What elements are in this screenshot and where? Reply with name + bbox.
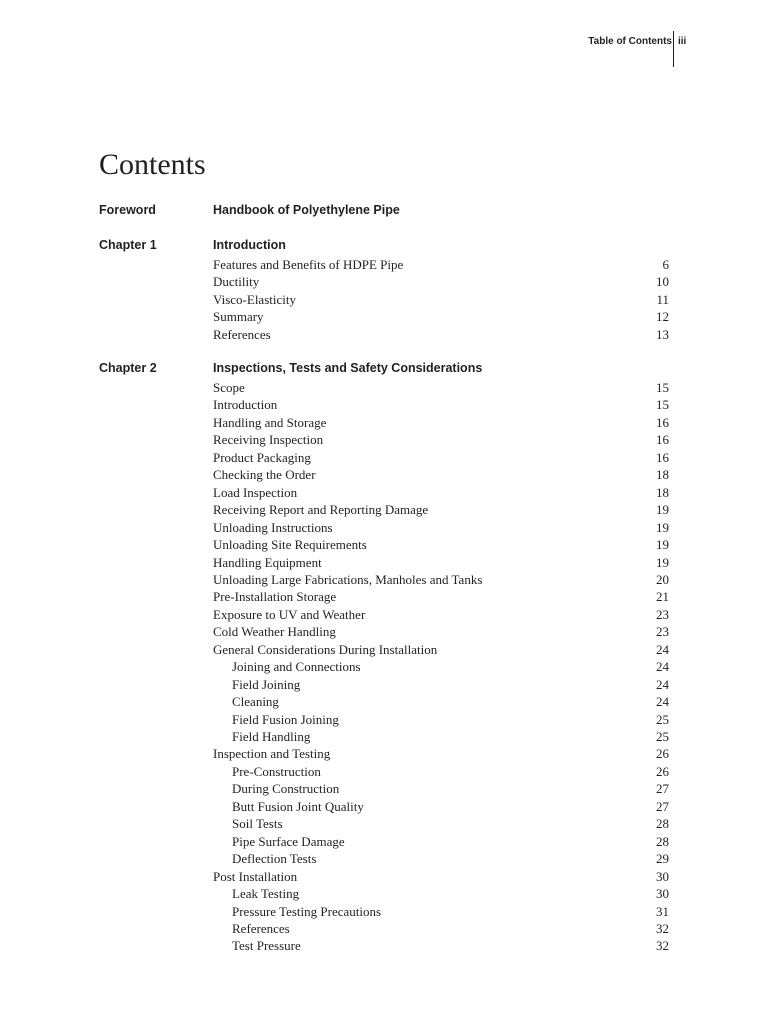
toc-entry bbox=[213, 676, 669, 694]
chapter-title: Inspections, Tests and Safety Considerations bbox=[213, 361, 483, 375]
toc-entry-page-number: 15 bbox=[656, 380, 669, 395]
toc-entry bbox=[213, 693, 669, 711]
toc-entry bbox=[213, 623, 669, 641]
toc-entry-title: Exposure to UV and Weather bbox=[213, 606, 366, 622]
toc-entry bbox=[213, 798, 669, 816]
toc-entry-title: Pipe Surface Damage bbox=[232, 833, 345, 849]
toc-entry-page-number: 30 bbox=[656, 886, 669, 902]
chapter-title: Handbook of Polyethylene Pipe bbox=[213, 203, 400, 217]
toc-entry-title: Receiving Report and Reporting Damage bbox=[213, 502, 429, 518]
toc-entry-page-number: 24 bbox=[656, 641, 669, 657]
toc-entry-title: During Construction bbox=[232, 781, 340, 797]
toc-entry-page-number: 24 bbox=[656, 694, 669, 710]
toc-entry-page-number: 28 bbox=[656, 833, 669, 849]
toc-entry bbox=[213, 466, 669, 484]
toc-entry-page-number: 19 bbox=[656, 537, 669, 553]
toc-entry bbox=[213, 885, 669, 903]
header-rule bbox=[673, 31, 674, 67]
toc-entry-page-number: 12 bbox=[656, 309, 669, 325]
toc-entry bbox=[213, 903, 669, 921]
toc-entry-title: Visco-Elasticity bbox=[213, 291, 296, 307]
toc-entry-page-number: 23 bbox=[656, 624, 669, 640]
toc-entry-title: Deflection Tests bbox=[232, 851, 317, 867]
toc-entry-page-number: 19 bbox=[656, 554, 669, 570]
toc-entry bbox=[213, 920, 669, 938]
toc-entry-page-number: 6 bbox=[662, 257, 669, 272]
running-head-title: Table of Contents bbox=[588, 36, 672, 47]
toc-entry bbox=[213, 763, 669, 781]
toc-entry-page-number: 18 bbox=[656, 484, 669, 500]
toc-entry-title: Introduction bbox=[213, 397, 278, 413]
toc-entry-title: Pressure Testing Precautions bbox=[232, 903, 382, 919]
toc-entry bbox=[213, 414, 669, 432]
toc-entry-page-number: 27 bbox=[656, 781, 669, 797]
toc-entry bbox=[213, 536, 669, 554]
toc-entry bbox=[213, 850, 669, 868]
toc-entry bbox=[213, 519, 669, 537]
chapter-title: Introduction bbox=[213, 238, 286, 252]
toc-entry-title: Ductility bbox=[213, 274, 260, 290]
toc-entry-title: Summary bbox=[213, 309, 264, 325]
running-head-page-number: iii bbox=[678, 36, 687, 47]
toc-entry-title: Scope bbox=[213, 380, 245, 395]
toc-entry-title: Pre-Installation Storage bbox=[213, 589, 337, 605]
toc-entry bbox=[213, 711, 669, 729]
toc-entry-page-number: 20 bbox=[656, 571, 669, 587]
toc-entry-page-number: 26 bbox=[656, 763, 669, 779]
chapter-label: Foreword bbox=[99, 203, 156, 217]
toc-entry bbox=[213, 588, 669, 606]
toc-entry bbox=[213, 745, 669, 763]
toc-entry bbox=[213, 273, 669, 291]
toc-entry-page-number: 29 bbox=[656, 851, 669, 867]
toc-entry bbox=[213, 780, 669, 798]
toc-entry-page-number: 30 bbox=[656, 868, 669, 884]
toc-entry-title: Handling Equipment bbox=[213, 554, 322, 570]
page-title: Contents bbox=[99, 148, 206, 181]
toc-entry bbox=[213, 606, 669, 624]
toc-entry-title: Unloading Large Fabrications, Manholes and Tanks bbox=[213, 571, 483, 587]
toc-entry bbox=[213, 658, 669, 676]
toc-entry-title: References bbox=[213, 326, 271, 342]
toc-entry-page-number: 11 bbox=[656, 291, 669, 307]
toc-entry bbox=[213, 554, 669, 572]
toc-entry-page-number: 32 bbox=[656, 938, 669, 954]
toc-entry bbox=[213, 326, 669, 344]
toc-entry bbox=[213, 571, 669, 589]
toc-entry-title: Field Handling bbox=[232, 729, 311, 744]
toc-entry-page-number: 24 bbox=[656, 659, 669, 675]
toc-entry-title: References bbox=[232, 920, 290, 936]
chapter-label: Chapter 1 bbox=[99, 238, 157, 252]
toc-entry-page-number: 10 bbox=[656, 274, 669, 290]
toc-entry-page-number: 16 bbox=[656, 414, 669, 430]
toc-entry-title: Leak Testing bbox=[232, 886, 300, 902]
toc-entry-title: Features and Benefits of HDPE Pipe bbox=[213, 257, 404, 272]
toc-entry-page-number: 32 bbox=[656, 920, 669, 936]
toc-entry-title: Load Inspection bbox=[213, 484, 298, 500]
chapter-label: Chapter 2 bbox=[99, 361, 157, 375]
toc-entry-page-number: 25 bbox=[656, 729, 669, 744]
toc-entry-title: Checking the Order bbox=[213, 467, 316, 483]
toc-entry-title: Test Pressure bbox=[232, 938, 301, 954]
toc-entry bbox=[213, 641, 669, 659]
toc-entry-page-number: 28 bbox=[656, 816, 669, 832]
toc-entry-title: Product Packaging bbox=[213, 449, 311, 465]
toc-entry-title: Joining and Connections bbox=[232, 659, 361, 675]
toc-entry-page-number: 15 bbox=[656, 397, 669, 413]
toc-entry-title: Field Fusion Joining bbox=[232, 711, 339, 727]
toc-entry bbox=[213, 728, 669, 746]
toc-entry bbox=[213, 833, 669, 851]
toc-entry bbox=[213, 868, 669, 886]
toc-entry bbox=[213, 308, 669, 326]
toc-entry-title: General Considerations During Installation bbox=[213, 641, 438, 657]
toc-entry-title: Receiving Inspection bbox=[213, 432, 324, 448]
toc-entry bbox=[213, 815, 669, 833]
toc-entry bbox=[213, 379, 669, 397]
toc-entry bbox=[213, 256, 669, 274]
toc-entry-title: Butt Fusion Joint Quality bbox=[232, 798, 364, 814]
toc-entry bbox=[213, 484, 669, 502]
toc-entry-page-number: 27 bbox=[656, 798, 669, 814]
toc-entry-title: Soil Tests bbox=[232, 816, 283, 832]
toc-entry-title: Unloading Instructions bbox=[213, 519, 333, 535]
toc-entry-title: Inspection and Testing bbox=[213, 746, 331, 762]
toc-entry bbox=[213, 937, 669, 955]
toc-entry-title: Pre-Construction bbox=[232, 763, 321, 779]
toc-entry-page-number: 21 bbox=[656, 589, 669, 605]
toc-entry-title: Handling and Storage bbox=[213, 414, 327, 430]
toc-entry-page-number: 31 bbox=[656, 903, 669, 919]
toc-entry-title: Cold Weather Handling bbox=[213, 624, 336, 640]
toc-entry-page-number: 16 bbox=[656, 449, 669, 465]
toc-entry-page-number: 19 bbox=[656, 519, 669, 535]
toc-entry-title: Post Installation bbox=[213, 868, 298, 884]
toc-entry bbox=[213, 291, 669, 309]
toc-entry-page-number: 18 bbox=[656, 467, 669, 483]
toc-entry bbox=[213, 449, 669, 467]
toc-entry-page-number: 25 bbox=[656, 711, 669, 727]
toc-entry bbox=[213, 431, 669, 449]
toc-entry bbox=[213, 396, 669, 414]
toc-entry-page-number: 23 bbox=[656, 606, 669, 622]
toc-entry-title: Cleaning bbox=[232, 694, 279, 710]
toc-entry-title: Field Joining bbox=[232, 676, 301, 692]
toc-entry-page-number: 16 bbox=[656, 432, 669, 448]
toc-entry bbox=[213, 501, 669, 519]
toc-entry-page-number: 24 bbox=[656, 676, 669, 692]
toc-entry-page-number: 19 bbox=[656, 502, 669, 518]
toc-entry-page-number: 26 bbox=[656, 746, 669, 762]
toc-entry-page-number: 13 bbox=[656, 326, 669, 342]
toc-entry-title: Unloading Site Requirements bbox=[213, 537, 367, 553]
